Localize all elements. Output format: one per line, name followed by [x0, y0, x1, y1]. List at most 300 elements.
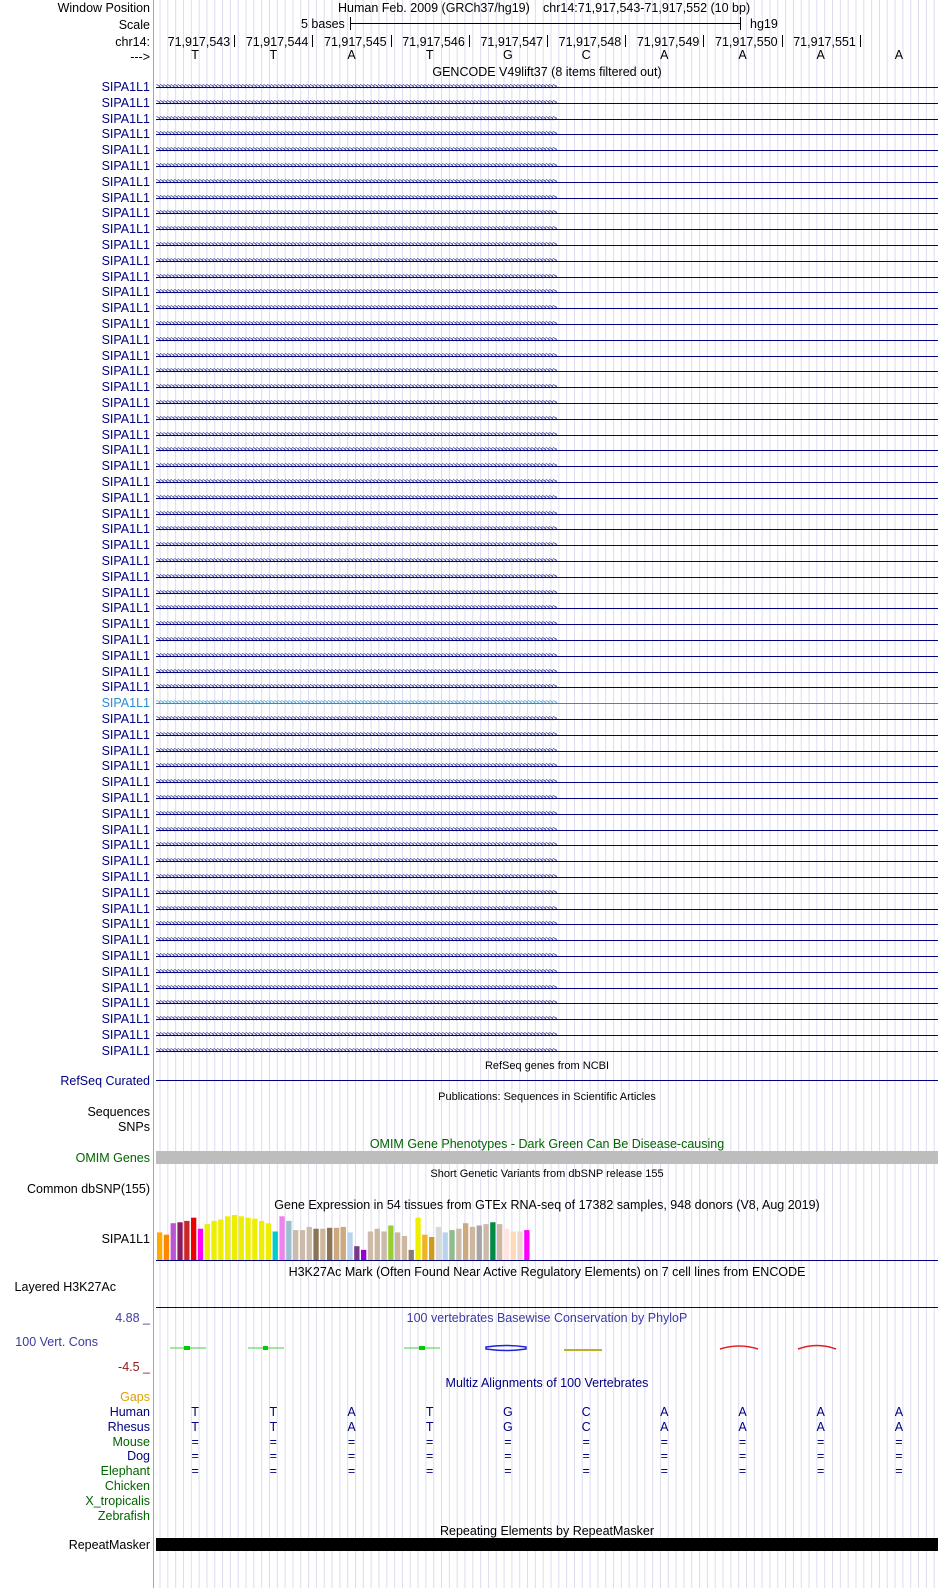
gtex-tissue-bar[interactable] [157, 1232, 162, 1260]
multiz-alignment-base: A [347, 1419, 356, 1434]
publications-track-title[interactable]: Publications: Sequences in Scientific Articles [438, 1091, 656, 1103]
multiz-alignment-base: C [581, 1419, 591, 1434]
multiz-alignment-base: T [191, 1405, 199, 1419]
omim-gene-bar[interactable] [156, 1151, 938, 1164]
multiz-alignment-base: T [425, 1405, 434, 1419]
gencode-strand-chevrons: >>>>>>>>>>>>>>>>>>>>>>>>>>>>>>>>>>>>>>>>>>>>>>>>>>>>>>>>>>>>>>>>>>>>>>>>>>>>>>>>>>>>>>>>>>>>>>>>>>>>>>>>>>>>>>>> [156, 667, 557, 676]
gtex-tissue-bar[interactable] [286, 1221, 291, 1260]
gtex-tissue-bar[interactable] [164, 1235, 169, 1260]
gencode-strand-chevrons: >>>>>>>>>>>>>>>>>>>>>>>>>>>>>>>>>>>>>>>>>>>>>>>>>>>>>>>>>>>>>>>>>>>>>>>>>>>>>>>>>>>>>>>>>>>>>>>>>>>>>>>>>>>>>>>> [156, 162, 557, 170]
gencode-transcript-label[interactable]: SIPA1L1 [101, 633, 150, 647]
gencode-strand-chevrons: >>>>>>>>>>>>>>>>>>>>>>>>>>>>>>>>>>>>>>>>>>>>>>>>>>>>>>>>>>>>>>>>>>>>>>>>>>>>>>>>>>>>>>>>>>>>>>>>>>>>>>>>>>>>>>>> [156, 256, 557, 265]
gtex-track-title[interactable]: Gene Expression in 54 tissues from GTEx RNA-seq of 17382 samples, 948 donors (V8, Aug 2019) [274, 1198, 820, 1212]
gtex-tissue-bar[interactable] [232, 1215, 237, 1260]
gtex-tissue-bar[interactable] [395, 1232, 400, 1260]
refseq-track-label[interactable]: RefSeq Curated [60, 1074, 150, 1088]
gencode-transcript-label[interactable]: SIPA1L1 [101, 427, 150, 442]
phylop-track-label[interactable]: 100 Vert. Cons [15, 1335, 98, 1349]
assembly-name: Human Feb. 2009 (GRCh37/hg19) [338, 1, 530, 15]
multiz-alignment-base: = [817, 1464, 825, 1479]
base-letter: T [425, 48, 434, 62]
gtex-tissue-bar[interactable] [497, 1224, 502, 1260]
gencode-strand-chevrons: >>>>>>>>>>>>>>>>>>>>>>>>>>>>>>>>>>>>>>>>>>>>>>>>>>>>>>>>>>>>>>>>>>>>>>>>>>>>>>>>>>>>>>>>>>>>>>>>>>>>>>>>>>>>>>>> [156, 809, 557, 818]
publications-label-line2[interactable]: SNPs [118, 1120, 150, 1134]
gencode-strand-chevrons: >>>>>>>>>>>>>>>>>>>>>>>>>>>>>>>>>>>>>>>>>>>>>>>>>>>>>>>>>>>>>>>>>>>>>>>>>>>>>>>>>>>>>>>>>>>>>>>>>>>>>>>>>>>>>>>> [156, 604, 557, 613]
gencode-transcript-label[interactable]: SIPA1L1 [101, 1028, 150, 1042]
gencode-transcript-label[interactable]: SIPA1L1 [101, 174, 150, 189]
gencode-transcript-label[interactable]: SIPA1L1 [101, 490, 150, 505]
gencode-transcript-label[interactable]: SIPA1L1 [101, 775, 150, 790]
gencode-transcript-label[interactable]: SIPA1L1 [101, 443, 150, 458]
multiz-species-label[interactable]: Dog [127, 1449, 150, 1464]
refseq-gene-line[interactable] [156, 1080, 938, 1081]
gencode-strand-chevrons: >>>>>>>>>>>>>>>>>>>>>>>>>>>>>>>>>>>>>>>>>>>>>>>>>>>>>>>>>>>>>>>>>>>>>>>>>>>>>>>>>>>>>>>>>>>>>>>>>>>>>>>>>>>>>>>> [156, 762, 557, 771]
multiz-alignment-base: G [503, 1405, 513, 1419]
coordinate-label: 71,917,544 [245, 35, 309, 49]
coordinate-tick [469, 35, 470, 47]
multiz-alignment-base: = [347, 1449, 356, 1464]
gencode-strand-chevrons: >>>>>>>>>>>>>>>>>>>>>>>>>>>>>>>>>>>>>>>>>>>>>>>>>>>>>>>>>>>>>>>>>>>>>>>>>>>>>>>>>>>>>>>>>>>>>>>>>>>>>>>>>>>>>>>> [156, 130, 557, 139]
gencode-strand-chevrons: >>>>>>>>>>>>>>>>>>>>>>>>>>>>>>>>>>>>>>>>>>>>>>>>>>>>>>>>>>>>>>>>>>>>>>>>>>>>>>>>>>>>>>>>>>>>>>>>>>>>>>>>>>>>>>>> [156, 146, 557, 155]
multiz-alignment-base: = [895, 1434, 903, 1449]
gtex-tissue-bar[interactable] [266, 1223, 271, 1260]
multiz-alignment-base: = [504, 1434, 512, 1449]
coordinate-label: 71,917,551 [793, 35, 856, 49]
multiz-gaps-label: Gaps [120, 1390, 150, 1404]
multiz-alignment-base: = [426, 1434, 434, 1449]
base-letter: T [269, 48, 278, 62]
gencode-transcript-label[interactable]: SIPA1L1 [101, 143, 150, 158]
gtex-tissue-bar[interactable] [327, 1228, 332, 1260]
gencode-transcript-label[interactable]: SIPA1L1 [101, 380, 150, 395]
gencode-transcript-label[interactable]: SIPA1L1 [101, 332, 150, 347]
gtex-tissue-bar[interactable] [191, 1218, 196, 1260]
multiz-alignment-base: = [582, 1464, 590, 1479]
multiz-alignment-base: = [738, 1464, 747, 1479]
multiz-alignment-base: C [581, 1405, 591, 1419]
gtex-tissue-bar[interactable] [245, 1218, 250, 1260]
coordinate-tick [703, 35, 704, 47]
multiz-species-label[interactable]: Zebrafish [97, 1508, 150, 1523]
gencode-transcript-label[interactable]: SIPA1L1 [101, 996, 150, 1011]
multiz-alignment-base: T [191, 1419, 199, 1434]
coordinate-tick [860, 35, 861, 47]
multiz-species-label[interactable]: Human [109, 1405, 150, 1419]
gencode-transcript-label[interactable]: SIPA1L1 [101, 791, 150, 805]
gtex-baseline [156, 1260, 938, 1261]
multiz-alignment-base: = [504, 1449, 512, 1464]
gtex-tissue-bar[interactable] [504, 1229, 509, 1260]
gencode-strand-chevrons: >>>>>>>>>>>>>>>>>>>>>>>>>>>>>>>>>>>>>>>>>>>>>>>>>>>>>>>>>>>>>>>>>>>>>>>>>>>>>>>>>>>>>>>>>>>>>>>>>>>>>>>>>>>>>>>> [156, 225, 557, 234]
gencode-strand-chevrons: >>>>>>>>>>>>>>>>>>>>>>>>>>>>>>>>>>>>>>>>>>>>>>>>>>>>>>>>>>>>>>>>>>>>>>>>>>>>>>>>>>>>>>>>>>>>>>>>>>>>>>>>>>>>>>>> [156, 541, 557, 550]
gencode-strand-chevrons: >>>>>>>>>>>>>>>>>>>>>>>>>>>>>>>>>>>>>>>>>>>>>>>>>>>>>>>>>>>>>>>>>>>>>>>>>>>>>>>>>>>>>>>>>>>>>>>>>>>>>>>>>>>>>>>> [156, 952, 557, 960]
base-letter: C [581, 48, 591, 62]
multiz-alignment-base: = [191, 1464, 199, 1479]
multiz-alignment-base: = [582, 1449, 590, 1464]
gencode-transcript-label[interactable]: SIPA1L1 [101, 806, 150, 821]
window-position-label: Window Position [57, 1, 150, 15]
multiz-alignment-base: = [660, 1464, 668, 1479]
gtex-expression-chart[interactable] [156, 1212, 938, 1262]
gencode-transcript-label[interactable]: SIPA1L1 [101, 917, 150, 932]
gtex-tissue-bar[interactable] [456, 1229, 461, 1260]
gencode-transcript-label[interactable]: SIPA1L1 [101, 522, 150, 537]
gencode-strand-chevrons: >>>>>>>>>>>>>>>>>>>>>>>>>>>>>>>>>>>>>>>>>>>>>>>>>>>>>>>>>>>>>>>>>>>>>>>>>>>>>>>>>>>>>>>>>>>>>>>>>>>>>>>>>>>>>>>> [156, 367, 557, 376]
gtex-tissue-bar[interactable] [517, 1231, 522, 1260]
gencode-transcript-label[interactable]: SIPA1L1 [101, 838, 150, 853]
gtex-tissue-bar[interactable] [375, 1229, 380, 1260]
base-letter: G [503, 48, 513, 62]
gencode-transcript-label[interactable]: SIPA1L1 [101, 95, 150, 110]
gencode-transcript-label[interactable]: SIPA1L1 [101, 538, 150, 553]
coordinate-label: 71,917,543 [167, 35, 231, 49]
base-letter: T [191, 48, 199, 62]
phylop-track-title[interactable]: 100 vertebrates Basewise Conservation by PhyloP [406, 1311, 688, 1325]
multiz-alignment-base: = [269, 1449, 277, 1464]
multiz-alignment-base: = [426, 1449, 434, 1464]
repeatmasker-track-title[interactable]: Repeating Elements by RepeatMasker [439, 1524, 654, 1538]
gencode-strand-chevrons: >>>>>>>>>>>>>>>>>>>>>>>>>>>>>>>>>>>>>>>>>>>>>>>>>>>>>>>>>>>>>>>>>>>>>>>>>>>>>>>>>>>>>>>>>>>>>>>>>>>>>>>>>>>>>>>> [156, 699, 557, 708]
gencode-strand-chevrons: >>>>>>>>>>>>>>>>>>>>>>>>>>>>>>>>>>>>>>>>>>>>>>>>>>>>>>>>>>>>>>>>>>>>>>>>>>>>>>>>>>>>>>>>>>>>>>>>>>>>>>>>>>>>>>>> [156, 857, 557, 866]
multiz-species-label[interactable]: Mouse [112, 1434, 150, 1449]
chrom-label: chr14: [115, 35, 150, 49]
gtex-track-label[interactable]: SIPA1L1 [101, 1232, 150, 1246]
omim-track-label[interactable]: OMIM Genes [75, 1151, 150, 1165]
gencode-strand-chevrons: >>>>>>>>>>>>>>>>>>>>>>>>>>>>>>>>>>>>>>>>>>>>>>>>>>>>>>>>>>>>>>>>>>>>>>>>>>>>>>>>>>>>>>>>>>>>>>>>>>>>>>>>>>>>>>>> [156, 525, 557, 534]
window-position-value[interactable]: chr14:71,917,543-71,917,552 (10 bp) [543, 1, 751, 15]
multiz-alignment-base: = [191, 1449, 199, 1464]
gencode-transcript-label[interactable]: SIPA1L1 [101, 949, 150, 963]
gtex-tissue-bar[interactable] [320, 1229, 325, 1260]
gencode-strand-chevrons: >>>>>>>>>>>>>>>>>>>>>>>>>>>>>>>>>>>>>>>>>>>>>>>>>>>>>>>>>>>>>>>>>>>>>>>>>>>>>>>>>>>>>>>>>>>>>>>>>>>>>>>>>>>>>>>> [156, 193, 557, 202]
gencode-transcript-label[interactable]: SIPA1L1 [101, 206, 150, 221]
gencode-transcript-label[interactable]: SIPA1L1 [101, 743, 150, 758]
multiz-alignment-base: A [660, 1419, 669, 1434]
gencode-transcript-label[interactable]: SIPA1L1 [101, 506, 150, 521]
h3k27ac-baseline [156, 1307, 938, 1308]
gencode-strand-chevrons: >>>>>>>>>>>>>>>>>>>>>>>>>>>>>>>>>>>>>>>>>>>>>>>>>>>>>>>>>>>>>>>>>>>>>>>>>>>>>>>>>>>>>>>>>>>>>>>>>>>>>>>>>>>>>>>> [156, 335, 557, 344]
multiz-alignment-base: A [347, 1405, 356, 1419]
gencode-transcript-label[interactable]: SIPA1L1 [101, 238, 150, 252]
gtex-tissue-bar[interactable] [279, 1216, 284, 1260]
gtex-tissue-bar[interactable] [436, 1227, 441, 1260]
multiz-species-label[interactable]: Rhesus [107, 1419, 150, 1434]
h3k27ac-track-title[interactable]: H3K27Ac Mark (Often Found Near Active Regulatory Elements) on 7 cell lines from ENCODE [288, 1265, 806, 1279]
gencode-transcript-label[interactable]: SIPA1L1 [101, 127, 150, 142]
gencode-transcript-label[interactable]: SIPA1L1 [101, 680, 150, 695]
gencode-strand-chevrons: >>>>>>>>>>>>>>>>>>>>>>>>>>>>>>>>>>>>>>>>>>>>>>>>>>>>>>>>>>>>>>>>>>>>>>>>>>>>>>>>>>>>>>>>>>>>>>>>>>>>>>>>>>>>>>>> [156, 1031, 557, 1039]
multiz-alignment-base: = [269, 1464, 277, 1479]
coordinate-tick [782, 35, 783, 47]
multiz-alignment-base: = [504, 1464, 512, 1479]
gtex-tissue-bar[interactable] [388, 1226, 393, 1261]
gtex-tissue-bar[interactable] [171, 1223, 176, 1260]
gtex-tissue-bar[interactable] [354, 1246, 359, 1260]
gencode-transcript-label[interactable]: SIPA1L1 [101, 190, 150, 205]
multiz-alignment-base: = [738, 1449, 747, 1464]
gtex-tissue-bar[interactable] [177, 1222, 182, 1260]
left-margin-line [153, 0, 154, 1588]
dbsnp-track-title[interactable]: Short Genetic Variants from dbSNP release 155 [430, 1168, 664, 1180]
refseq-track-title[interactable]: RefSeq genes from NCBI [484, 1060, 610, 1072]
gencode-transcript-label[interactable]: SIPA1L1 [101, 317, 150, 331]
gencode-transcript-label[interactable]: SIPA1L1 [101, 159, 150, 173]
multiz-alignment-base: A [894, 1419, 904, 1434]
gtex-tissue-bar[interactable] [449, 1230, 454, 1260]
phylop-mark-2 [248, 1346, 284, 1350]
gtex-tissue-bar[interactable] [341, 1227, 346, 1260]
coordinate-tick [625, 35, 626, 47]
gtex-tissue-bar[interactable] [381, 1231, 386, 1260]
gencode-strand-chevrons: >>>>>>>>>>>>>>>>>>>>>>>>>>>>>>>>>>>>>>>>>>>>>>>>>>>>>>>>>>>>>>>>>>>>>>>>>>>>>>>>>>>>>>>>>>>>>>>>>>>>>>>>>>>>>>>> [156, 493, 557, 502]
multiz-alignment-base: = [660, 1434, 668, 1449]
gencode-strand-chevrons: >>>>>>>>>>>>>>>>>>>>>>>>>>>>>>>>>>>>>>>>>>>>>>>>>>>>>>>>>>>>>>>>>>>>>>>>>>>>>>>>>>>>>>>>>>>>>>>>>>>>>>>>>>>>>>>> [156, 825, 557, 834]
gtex-tissue-bar[interactable] [463, 1223, 468, 1260]
phylop-max-label: 4.88 _ [115, 1311, 150, 1325]
gtex-tissue-bar[interactable] [361, 1250, 366, 1260]
gtex-tissue-bar[interactable] [470, 1227, 475, 1260]
gencode-transcript-label[interactable]: SIPA1L1 [101, 885, 150, 900]
base-letter: A [894, 48, 904, 62]
gencode-transcript-label[interactable]: SIPA1L1 [101, 80, 150, 94]
gencode-strand-chevrons: >>>>>>>>>>>>>>>>>>>>>>>>>>>>>>>>>>>>>>>>>>>>>>>>>>>>>>>>>>>>>>>>>>>>>>>>>>>>>>>>>>>>>>>>>>>>>>>>>>>>>>>>>>>>>>>> [156, 778, 557, 787]
multiz-species-label[interactable]: X_tropicalis [85, 1493, 150, 1508]
repeatmasker-track-label[interactable]: RepeatMasker [68, 1538, 150, 1552]
gencode-transcript-label[interactable]: SIPA1L1 [101, 870, 150, 884]
omim-track-title[interactable]: OMIM Gene Phenotypes - Dark Green Can Be Disease-causing [369, 1137, 725, 1151]
gtex-tissue-bar[interactable] [477, 1226, 482, 1261]
gencode-strand-chevrons: >>>>>>>>>>>>>>>>>>>>>>>>>>>>>>>>>>>>>>>>>>>>>>>>>>>>>>>>>>>>>>>>>>>>>>>>>>>>>>>>>>>>>>>>>>>>>>>>>>>>>>>>>>>>>>>> [156, 241, 557, 249]
gtex-tissue-bar[interactable] [490, 1222, 495, 1260]
multiz-alignment-base: = [347, 1434, 356, 1449]
repeatmasker-element[interactable] [156, 1538, 938, 1551]
phylop-mark-1 [170, 1346, 206, 1350]
gencode-transcript-label[interactable]: SIPA1L1 [101, 712, 150, 726]
gtex-tissue-bar[interactable] [218, 1220, 223, 1260]
gencode-transcript-label[interactable]: SIPA1L1 [101, 285, 150, 300]
gencode-strand-chevrons: >>>>>>>>>>>>>>>>>>>>>>>>>>>>>>>>>>>>>>>>>>>>>>>>>>>>>>>>>>>>>>>>>>>>>>>>>>>>>>>>>>>>>>>>>>>>>>>>>>>>>>>>>>>>>>>> [156, 272, 557, 281]
gencode-transcript-label[interactable]: SIPA1L1 [101, 348, 150, 363]
gencode-transcript-label[interactable]: SIPA1L1 [101, 411, 150, 426]
multiz-alignment-base: T [269, 1419, 278, 1434]
gencode-transcript-label[interactable]: SIPA1L1 [101, 459, 150, 474]
gtex-tissue-bar[interactable] [409, 1250, 414, 1260]
multiz-species-label[interactable]: Chicken [104, 1479, 150, 1493]
gencode-strand-chevrons: >>>>>>>>>>>>>>>>>>>>>>>>>>>>>>>>>>>>>>>>>>>>>>>>>>>>>>>>>>>>>>>>>>>>>>>>>>>>>>>>>>>>>>>>>>>>>>>>>>>>>>>>>>>>>>>> [156, 177, 557, 186]
scale-bar [350, 17, 742, 31]
gencode-strand-chevrons: >>>>>>>>>>>>>>>>>>>>>>>>>>>>>>>>>>>>>>>>>>>>>>>>>>>>>>>>>>>>>>>>>>>>>>>>>>>>>>>>>>>>>>>>>>>>>>>>>>>>>>>>>>>>>>>> [156, 114, 557, 123]
multiz-alignment-base: = [582, 1434, 590, 1449]
multiz-alignment-base: A [894, 1405, 904, 1419]
gencode-transcript-label[interactable]: SIPA1L1 [101, 601, 150, 616]
multiz-species-label[interactable]: Elephant [100, 1464, 150, 1479]
multiz-alignment-base: A [738, 1419, 747, 1434]
gtex-tissue-bar[interactable] [483, 1224, 488, 1260]
coordinate-label: 71,917,546 [402, 35, 465, 49]
gencode-transcript-label[interactable]: SIPA1L1 [101, 569, 150, 584]
gtex-tissue-bar[interactable] [205, 1224, 210, 1260]
gencode-transcript-label[interactable]: SIPA1L1 [101, 980, 150, 995]
phylop-mark-8 [720, 1346, 758, 1349]
gencode-strand-chevrons: >>>>>>>>>>>>>>>>>>>>>>>>>>>>>>>>>>>>>>>>>>>>>>>>>>>>>>>>>>>>>>>>>>>>>>>>>>>>>>>>>>>>>>>>>>>>>>>>>>>>>>>>>>>>>>>> [156, 588, 557, 597]
gencode-strand-chevrons: >>>>>>>>>>>>>>>>>>>>>>>>>>>>>>>>>>>>>>>>>>>>>>>>>>>>>>>>>>>>>>>>>>>>>>>>>>>>>>>>>>>>>>>>>>>>>>>>>>>>>>>>>>>>>>>> [156, 83, 557, 91]
multiz-alignment-base: = [269, 1434, 277, 1449]
gencode-strand-chevrons: >>>>>>>>>>>>>>>>>>>>>>>>>>>>>>>>>>>>>>>>>>>>>>>>>>>>>>>>>>>>>>>>>>>>>>>>>>>>>>>>>>>>>>>>>>>>>>>>>>>>>>>>>>>>>>>> [156, 462, 557, 471]
coordinate-tick [234, 35, 235, 47]
multiz-alignment-base: = [191, 1434, 199, 1449]
multiz-alignment-base: = [660, 1449, 668, 1464]
phylop-mark-5 [486, 1346, 526, 1351]
multiz-track-title[interactable]: Multiz Alignments of 100 Vertebrates [445, 1376, 649, 1390]
gtex-tissue-bar[interactable] [307, 1227, 312, 1260]
multiz-alignment-base: = [817, 1434, 825, 1449]
gencode-transcript-label[interactable]: SIPA1L1 [101, 222, 150, 237]
h3k27ac-track-label[interactable]: Layered H3K27Ac [14, 1280, 116, 1294]
gencode-transcript-label[interactable]: SIPA1L1 [101, 759, 150, 774]
gencode-transcript-label[interactable]: SIPA1L1 [101, 396, 150, 410]
multiz-alignment-base: = [895, 1464, 903, 1479]
base-letter: A [738, 48, 747, 62]
multiz-alignment-base: = [817, 1449, 825, 1464]
gtex-tissue-bar[interactable] [225, 1216, 230, 1260]
gencode-transcript-label[interactable]: SIPA1L1 [101, 301, 150, 316]
gtex-tissue-bar[interactable] [402, 1236, 407, 1260]
coordinate-label: 71,917,548 [558, 35, 622, 49]
gencode-strand-chevrons: >>>>>>>>>>>>>>>>>>>>>>>>>>>>>>>>>>>>>>>>>>>>>>>>>>>>>>>>>>>>>>>>>>>>>>>>>>>>>>>>>>>>>>>>>>>>>>>>>>>>>>>>>>>>>>>> [156, 904, 557, 913]
gtex-tissue-bar[interactable] [293, 1230, 298, 1260]
gencode-strand-chevrons: >>>>>>>>>>>>>>>>>>>>>>>>>>>>>>>>>>>>>>>>>>>>>>>>>>>>>>>>>>>>>>>>>>>>>>>>>>>>>>>>>>>>>>>>>>>>>>>>>>>>>>>>>>>>>>>> [156, 209, 557, 218]
phylop-wiggle[interactable] [156, 1336, 938, 1360]
gencode-transcript-label[interactable]: SIPA1L1 [101, 475, 150, 489]
gtex-tissue-bar[interactable] [313, 1229, 318, 1260]
multiz-alignment-base: G [503, 1419, 513, 1434]
multiz-alignment-base: T [425, 1419, 434, 1434]
gencode-strand-chevrons: >>>>>>>>>>>>>>>>>>>>>>>>>>>>>>>>>>>>>>>>>>>>>>>>>>>>>>>>>>>>>>>>>>>>>>>>>>>>>>>>>>>>>>>>>>>>>>>>>>>>>>>>>>>>>>>> [156, 351, 557, 360]
gencode-strand-chevrons: >>>>>>>>>>>>>>>>>>>>>>>>>>>>>>>>>>>>>>>>>>>>>>>>>>>>>>>>>>>>>>>>>>>>>>>>>>>>>>>>>>>>>>>>>>>>>>>>>>>>>>>>>>>>>>>> [156, 620, 557, 629]
gencode-transcript-label[interactable]: SIPA1L1 [101, 933, 150, 948]
gencode-strand-chevrons: >>>>>>>>>>>>>>>>>>>>>>>>>>>>>>>>>>>>>>>>>>>>>>>>>>>>>>>>>>>>>>>>>>>>>>>>>>>>>>>>>>>>>>>>>>>>>>>>>>>>>>>>>>>>>>>> [156, 509, 557, 518]
multiz-alignment-base: T [269, 1405, 278, 1419]
gtex-tissue-bar[interactable] [300, 1230, 305, 1260]
gtex-tissue-bar[interactable] [211, 1221, 216, 1260]
multiz-alignment-base: = [895, 1449, 903, 1464]
gencode-strand-chevrons: >>>>>>>>>>>>>>>>>>>>>>>>>>>>>>>>>>>>>>>>>>>>>>>>>>>>>>>>>>>>>>>>>>>>>>>>>>>>>>>>>>>>>>>>>>>>>>>>>>>>>>>>>>>>>>>> [156, 399, 557, 407]
coordinate-label: 71,917,547 [480, 35, 543, 49]
gencode-transcript-label[interactable]: SIPA1L1 [101, 854, 150, 869]
gtex-tissue-bar[interactable] [273, 1231, 278, 1260]
multiz-alignment-base: A [738, 1405, 747, 1419]
gtex-tissue-bar[interactable] [198, 1229, 203, 1260]
multiz-alignment-base: = [738, 1434, 747, 1449]
gtex-tissue-bar[interactable] [239, 1216, 244, 1260]
gtex-tissue-bar[interactable] [334, 1228, 339, 1260]
coordinate-tick [312, 35, 313, 47]
dbsnp-track-label[interactable]: Common dbSNP(155) [27, 1182, 150, 1196]
gencode-transcript-label[interactable]: SIPA1L1 [101, 664, 150, 679]
gtex-tissue-bar[interactable] [347, 1232, 352, 1260]
multiz-alignment-base: A [816, 1419, 825, 1434]
coordinate-tick [391, 35, 392, 47]
gtex-tissue-bar[interactable] [511, 1231, 516, 1260]
publications-label-line1[interactable]: Sequences [87, 1105, 150, 1119]
gtex-tissue-bar[interactable] [368, 1231, 373, 1260]
gencode-transcript-label[interactable]: SIPA1L1 [101, 964, 150, 979]
gencode-transcript-label[interactable]: SIPA1L1 [101, 554, 150, 568]
strand-label: ---> [130, 50, 150, 64]
db-label: hg19 [750, 17, 778, 31]
gencode-transcript-label[interactable]: SIPA1L1 [101, 696, 150, 711]
gtex-tissue-bar[interactable] [422, 1235, 427, 1260]
gtex-tissue-bar[interactable] [259, 1221, 264, 1260]
base-letter: A [347, 48, 356, 62]
phylop-min-label: -4.5 _ [118, 1360, 150, 1374]
gencode-transcript-label[interactable]: SIPA1L1 [101, 269, 150, 284]
gencode-strand-chevrons: >>>>>>>>>>>>>>>>>>>>>>>>>>>>>>>>>>>>>>>>>>>>>>>>>>>>>>>>>>>>>>>>>>>>>>>>>>>>>>>>>>>>>>>>>>>>>>>>>>>>>>>>>>>>>>>> [156, 683, 557, 692]
phylop-mark-4 [404, 1346, 440, 1350]
gtex-tissue-bar[interactable] [524, 1230, 529, 1260]
gencode-strand-chevrons: >>>>>>>>>>>>>>>>>>>>>>>>>>>>>>>>>>>>>>>>>>>>>>>>>>>>>>>>>>>>>>>>>>>>>>>>>>>>>>>>>>>>>>>>>>>>>>>>>>>>>>>>>>>>>>>> [156, 414, 557, 423]
gencode-strand-chevrons: >>>>>>>>>>>>>>>>>>>>>>>>>>>>>>>>>>>>>>>>>>>>>>>>>>>>>>>>>>>>>>>>>>>>>>>>>>>>>>>>>>>>>>>>>>>>>>>>>>>>>>>>>>>>>>>> [156, 967, 557, 976]
gencode-strand-chevrons: >>>>>>>>>>>>>>>>>>>>>>>>>>>>>>>>>>>>>>>>>>>>>>>>>>>>>>>>>>>>>>>>>>>>>>>>>>>>>>>>>>>>>>>>>>>>>>>>>>>>>>>>>>>>>>>> [156, 572, 557, 581]
gtex-tissue-bar[interactable] [429, 1237, 434, 1260]
gencode-strand-chevrons: >>>>>>>>>>>>>>>>>>>>>>>>>>>>>>>>>>>>>>>>>>>>>>>>>>>>>>>>>>>>>>>>>>>>>>>>>>>>>>>>>>>>>>>>>>>>>>>>>>>>>>>>>>>>>>>> [156, 651, 557, 660]
coordinate-label: 71,917,545 [324, 35, 387, 49]
gencode-strand-chevrons: >>>>>>>>>>>>>>>>>>>>>>>>>>>>>>>>>>>>>>>>>>>>>>>>>>>>>>>>>>>>>>>>>>>>>>>>>>>>>>>>>>>>>>>>>>>>>>>>>>>>>>>>>>>>>>>> [156, 383, 557, 392]
gencode-strand-chevrons: >>>>>>>>>>>>>>>>>>>>>>>>>>>>>>>>>>>>>>>>>>>>>>>>>>>>>>>>>>>>>>>>>>>>>>>>>>>>>>>>>>>>>>>>>>>>>>>>>>>>>>>>>>>>>>>> [156, 1015, 557, 1024]
gencode-transcript-label[interactable]: SIPA1L1 [101, 617, 150, 632]
gencode-transcript-label[interactable]: SIPA1L1 [101, 727, 150, 742]
gencode-transcript-label[interactable]: SIPA1L1 [101, 822, 150, 837]
gencode-transcript-label[interactable]: SIPA1L1 [101, 1012, 150, 1027]
gencode-transcript-label[interactable]: SIPA1L1 [101, 111, 150, 126]
gencode-transcript-label[interactable]: SIPA1L1 [101, 585, 150, 600]
gencode-strand-chevrons: >>>>>>>>>>>>>>>>>>>>>>>>>>>>>>>>>>>>>>>>>>>>>>>>>>>>>>>>>>>>>>>>>>>>>>>>>>>>>>>>>>>>>>>>>>>>>>>>>>>>>>>>>>>>>>>> [156, 98, 557, 107]
gencode-strand-chevrons: >>>>>>>>>>>>>>>>>>>>>>>>>>>>>>>>>>>>>>>>>>>>>>>>>>>>>>>>>>>>>>>>>>>>>>>>>>>>>>>>>>>>>>>>>>>>>>>>>>>>>>>>>>>>>>>> [156, 873, 557, 881]
gencode-strand-chevrons: >>>>>>>>>>>>>>>>>>>>>>>>>>>>>>>>>>>>>>>>>>>>>>>>>>>>>>>>>>>>>>>>>>>>>>>>>>>>>>>>>>>>>>>>>>>>>>>>>>>>>>>>>>>>>>>> [156, 715, 557, 723]
scale-label: Scale [118, 18, 150, 32]
gencode-strand-chevrons: >>>>>>>>>>>>>>>>>>>>>>>>>>>>>>>>>>>>>>>>>>>>>>>>>>>>>>>>>>>>>>>>>>>>>>>>>>>>>>>>>>>>>>>>>>>>>>>>>>>>>>>>>>>>>>>> [156, 920, 557, 929]
gtex-tissue-bar[interactable] [184, 1221, 189, 1260]
coordinate-label: 71,917,550 [715, 35, 778, 49]
gencode-strand-chevrons: >>>>>>>>>>>>>>>>>>>>>>>>>>>>>>>>>>>>>>>>>>>>>>>>>>>>>>>>>>>>>>>>>>>>>>>>>>>>>>>>>>>>>>>>>>>>>>>>>>>>>>>>>>>>>>>> [156, 841, 557, 850]
gtex-tissue-bar[interactable] [415, 1218, 420, 1260]
gencode-strand-chevrons: >>>>>>>>>>>>>>>>>>>>>>>>>>>>>>>>>>>>>>>>>>>>>>>>>>>>>>>>>>>>>>>>>>>>>>>>>>>>>>>>>>>>>>>>>>>>>>>>>>>>>>>>>>>>>>>> [156, 304, 557, 313]
coordinate-tick [547, 35, 548, 47]
gencode-strand-chevrons: >>>>>>>>>>>>>>>>>>>>>>>>>>>>>>>>>>>>>>>>>>>>>>>>>>>>>>>>>>>>>>>>>>>>>>>>>>>>>>>>>>>>>>>>>>>>>>>>>>>>>>>>>>>>>>>> [156, 557, 557, 565]
gencode-strand-chevrons: >>>>>>>>>>>>>>>>>>>>>>>>>>>>>>>>>>>>>>>>>>>>>>>>>>>>>>>>>>>>>>>>>>>>>>>>>>>>>>>>>>>>>>>>>>>>>>>>>>>>>>>>>>>>>>>> [156, 999, 557, 1008]
gencode-transcript-label[interactable]: SIPA1L1 [101, 648, 150, 663]
gencode-strand-chevrons: >>>>>>>>>>>>>>>>>>>>>>>>>>>>>>>>>>>>>>>>>>>>>>>>>>>>>>>>>>>>>>>>>>>>>>>>>>>>>>>>>>>>>>>>>>>>>>>>>>>>>>>>>>>>>>>> [156, 320, 557, 328]
gencode-track-title[interactable]: GENCODE V49lift37 (8 items filtered out) [432, 65, 662, 79]
multiz-alignment-base: A [816, 1405, 825, 1419]
gencode-strand-chevrons: >>>>>>>>>>>>>>>>>>>>>>>>>>>>>>>>>>>>>>>>>>>>>>>>>>>>>>>>>>>>>>>>>>>>>>>>>>>>>>>>>>>>>>>>>>>>>>>>>>>>>>>>>>>>>>>> [156, 288, 557, 297]
gencode-strand-chevrons: >>>>>>>>>>>>>>>>>>>>>>>>>>>>>>>>>>>>>>>>>>>>>>>>>>>>>>>>>>>>>>>>>>>>>>>>>>>>>>>>>>>>>>>>>>>>>>>>>>>>>>>>>>>>>>>> [156, 888, 557, 897]
gencode-transcript-label[interactable]: SIPA1L1 [101, 901, 150, 916]
phylop-mark-9 [798, 1346, 836, 1350]
gencode-strand-chevrons: >>>>>>>>>>>>>>>>>>>>>>>>>>>>>>>>>>>>>>>>>>>>>>>>>>>>>>>>>>>>>>>>>>>>>>>>>>>>>>>>>>>>>>>>>>>>>>>>>>>>>>>>>>>>>>>> [156, 746, 557, 755]
gencode-strand-chevrons: >>>>>>>>>>>>>>>>>>>>>>>>>>>>>>>>>>>>>>>>>>>>>>>>>>>>>>>>>>>>>>>>>>>>>>>>>>>>>>>>>>>>>>>>>>>>>>>>>>>>>>>>>>>>>>>> [156, 936, 557, 945]
gencode-strand-chevrons: >>>>>>>>>>>>>>>>>>>>>>>>>>>>>>>>>>>>>>>>>>>>>>>>>>>>>>>>>>>>>>>>>>>>>>>>>>>>>>>>>>>>>>>>>>>>>>>>>>>>>>>>>>>>>>>> [156, 478, 557, 486]
gtex-tissue-bar[interactable] [443, 1232, 448, 1260]
gencode-transcript-label[interactable]: SIPA1L1 [101, 253, 150, 268]
gtex-tissue-bar[interactable] [252, 1219, 257, 1260]
gencode-strand-chevrons: >>>>>>>>>>>>>>>>>>>>>>>>>>>>>>>>>>>>>>>>>>>>>>>>>>>>>>>>>>>>>>>>>>>>>>>>>>>>>>>>>>>>>>>>>>>>>>>>>>>>>>>>>>>>>>>> [156, 636, 557, 644]
gencode-strand-chevrons: >>>>>>>>>>>>>>>>>>>>>>>>>>>>>>>>>>>>>>>>>>>>>>>>>>>>>>>>>>>>>>>>>>>>>>>>>>>>>>>>>>>>>>>>>>>>>>>>>>>>>>>>>>>>>>>> [156, 730, 557, 739]
multiz-alignment-base: A [660, 1405, 669, 1419]
gencode-strand-chevrons: >>>>>>>>>>>>>>>>>>>>>>>>>>>>>>>>>>>>>>>>>>>>>>>>>>>>>>>>>>>>>>>>>>>>>>>>>>>>>>>>>>>>>>>>>>>>>>>>>>>>>>>>>>>>>>>> [156, 983, 557, 992]
gencode-transcript-label[interactable]: SIPA1L1 [101, 1043, 150, 1058]
gencode-transcript-label[interactable]: SIPA1L1 [101, 364, 150, 379]
